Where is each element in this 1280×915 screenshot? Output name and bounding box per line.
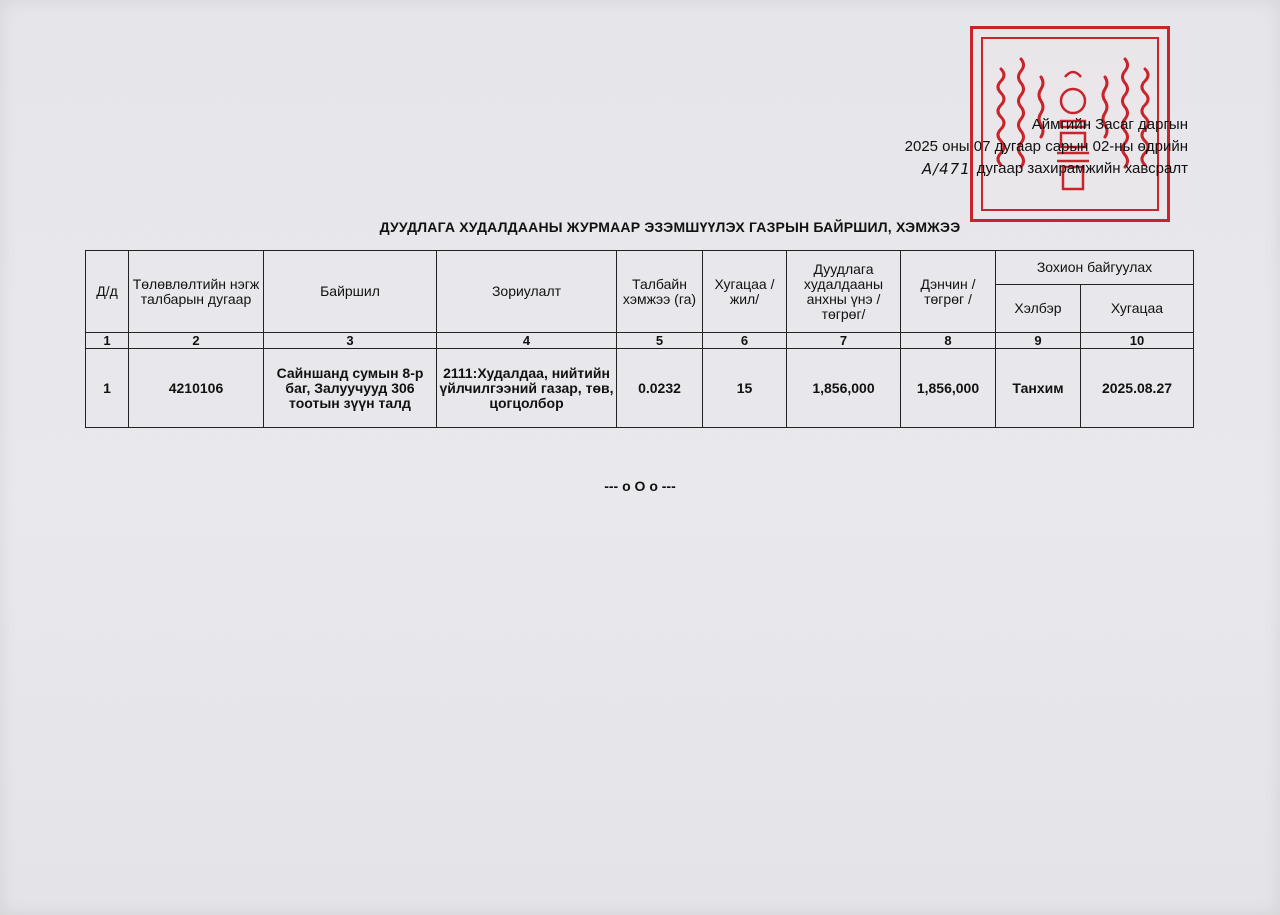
cell-index: 1 <box>86 349 129 428</box>
cell-area: 0.0232 <box>617 349 703 428</box>
issuer-line: Аймгийн Засаг даргын <box>1031 116 1188 133</box>
cell-location: Сайншанд сумын 8-р баг, Залуучууд 306 тоотын зүүн талд <box>264 349 437 428</box>
document-title: ДУУДЛАГА ХУДАЛДААНЫ ЖУРМААР ЭЗЭМШҮҮЛЭХ ГАЗРЫН БАЙРШИЛ, ХЭМЖЭЭ <box>379 219 961 235</box>
decree-line <box>905 158 1188 180</box>
cell-parcel: 4210106 <box>129 349 264 428</box>
col-header-date: Хугацаа <box>1081 285 1194 333</box>
end-of-document-mark: --- o O o --- <box>604 478 676 494</box>
column-number: 5 <box>617 333 703 349</box>
date-line: 2025 оны 07 дугаар сарын 02-ны өдрийн <box>904 138 1188 155</box>
col-header-index: Д/д <box>86 251 129 333</box>
column-number: 8 <box>901 333 996 349</box>
column-number-row <box>86 333 1194 349</box>
column-number: 1 <box>86 333 129 349</box>
col-header-location: Байршил <box>264 251 437 333</box>
column-number: 9 <box>996 333 1081 349</box>
column-number: 10 <box>1081 333 1194 349</box>
col-header-form: Хэлбэр <box>996 285 1081 333</box>
decree-line-text: дугаар захирамжийн хавсралт <box>976 160 1188 177</box>
cell-deposit: 1,856,000 <box>901 349 996 428</box>
cell-form: Танхим <box>996 349 1081 428</box>
col-header-starting-price: Дуудлага худалдааны анхны үнэ /төгрөг/ <box>787 251 901 333</box>
cell-date: 2025.08.27 <box>1081 349 1194 428</box>
cell-starting-price: 1,856,000 <box>787 349 901 428</box>
column-number: 4 <box>437 333 617 349</box>
col-header-deposit: Дэнчин /төгрөг / <box>901 251 996 333</box>
cell-purpose: 2111:Худалдаа, нийтийн үйлчилгээний газар, төв, цогцолбор <box>437 349 617 428</box>
land-parcel-table <box>85 250 1194 428</box>
table-row <box>86 349 1194 428</box>
col-header-organize-group: Зохион байгуулах <box>996 251 1194 285</box>
decree-number: А/471 <box>921 160 971 178</box>
decree-reference <box>905 114 1188 180</box>
col-header-parcel: Төлөвлөлтийн нэгж талбарын дугаар <box>129 251 264 333</box>
column-number: 6 <box>703 333 787 349</box>
col-header-term: Хугацаа /жил/ <box>703 251 787 333</box>
column-number: 3 <box>264 333 437 349</box>
column-number: 2 <box>129 333 264 349</box>
col-header-purpose: Зориулалт <box>437 251 617 333</box>
col-header-area: Талбайн хэмжээ (га) <box>617 251 703 333</box>
cell-term: 15 <box>703 349 787 428</box>
column-number: 7 <box>787 333 901 349</box>
